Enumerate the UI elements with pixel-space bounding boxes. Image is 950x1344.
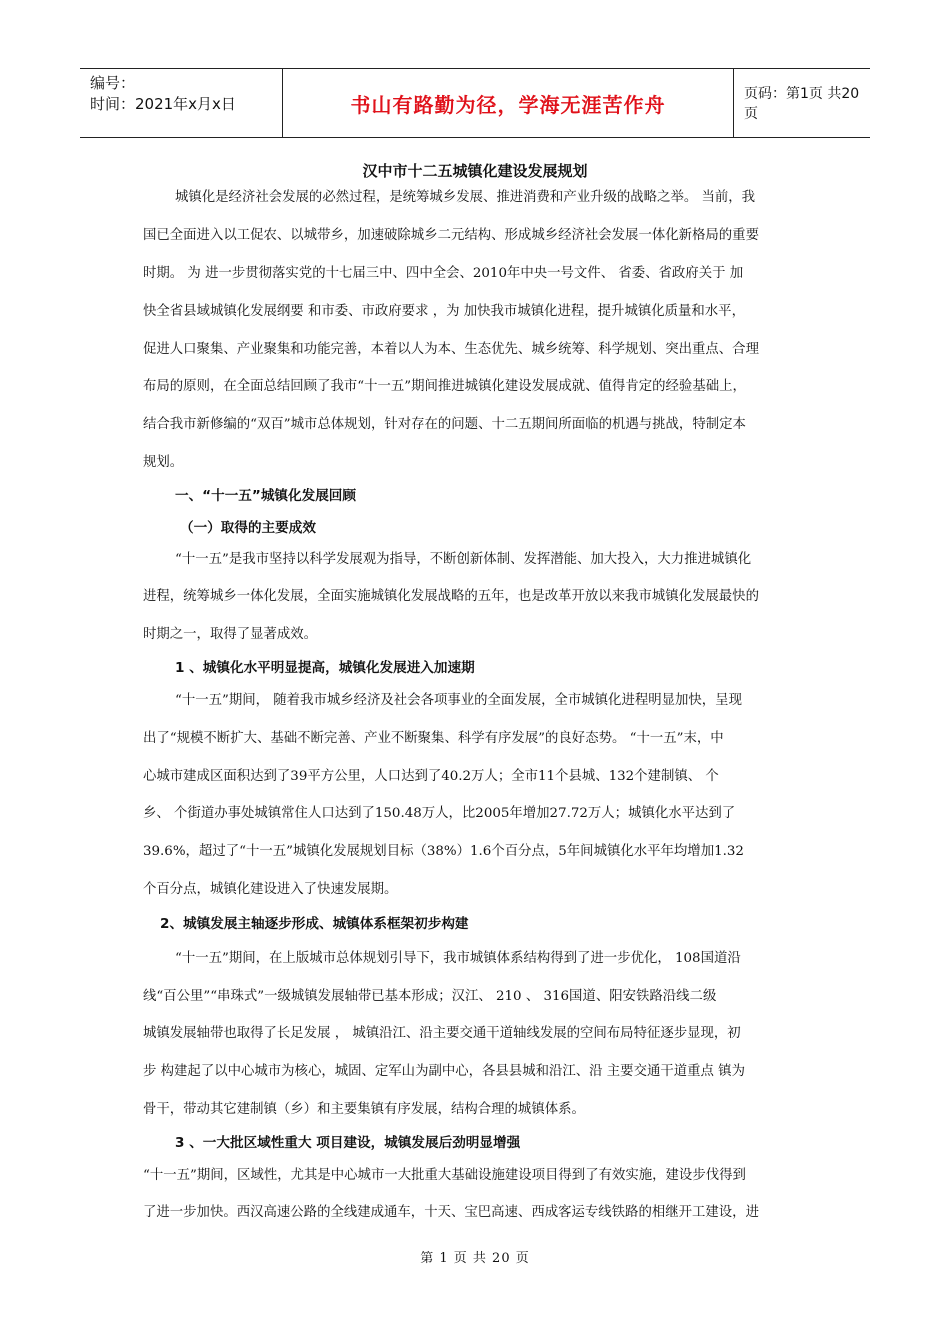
paragraph-line: 了进一步加快。西汉高速公路的全线建成通车，十天、宝巴高速、西成客运专线铁路的相继开工建设，进 bbox=[143, 1205, 759, 1220]
paragraph-line: 步 构建起了以中心城市为核心，城固、定军山为副中心，各县县城和沿江、沿 主要交通干道重点 镇为 bbox=[143, 1064, 745, 1079]
intro-line: 国已全面进入以工促农、以城带乡，加速破除城乡二元结构、形成城乡经济社会发展一体化新格局的重要 bbox=[143, 228, 759, 243]
intro-line: 快全省县域城镇化发展纲要 和市委、市政府要求 ，为 加快我市城镇化进程，提升城镇化质量和水平， bbox=[143, 304, 745, 319]
paragraph-line: 骨干，带动其它建制镇（乡）和主要集镇有序发展，结构合理的城镇体系。 bbox=[143, 1102, 585, 1117]
item-heading: 2、城镇发展主轴逐步形成、城镇体系框架初步构建 bbox=[160, 916, 469, 932]
item-heading: 1 、城镇化水平明显提高，城镇化发展进入加速期 bbox=[175, 660, 475, 676]
page-footer: 第 1 页 共 20 页 bbox=[420, 1251, 530, 1266]
number-label: 编号： bbox=[90, 74, 136, 92]
header-motto: 书山有路勤为径，学海无涯苦作舟 bbox=[282, 69, 734, 137]
paragraph-line: 线“百公里”“串珠式”一级城镇发展轴带已基本形成；汉江、 210 、 316国道、阳安铁路沿线二级 bbox=[143, 989, 717, 1004]
paragraph-line: 乡、 个街道办事处城镇常住人口达到了150.48万人，比2005年增加27.72万人；城镇化水平达到了 bbox=[143, 806, 736, 821]
paragraph-line: 39.6%，超过了“十一五”城镇化发展规划目标（38%）1.6个百分点，5年间城镇化水平年均增加1.32 bbox=[143, 844, 744, 859]
paragraph-line: 心城市建成区面积达到了39平方公里，人口达到了40.2万人；全市11个县城、132个建制镇、 个 bbox=[143, 769, 719, 784]
section-heading: 一、“十一五”城镇化发展回顾 bbox=[175, 488, 356, 504]
paragraph-line: 时期之一，取得了显著成效。 bbox=[143, 627, 318, 642]
paragraph-line: 进程，统筹城乡一体化发展，全面实施城镇化发展战略的五年，也是改革开放以来我市城镇化发展最快的 bbox=[143, 589, 759, 604]
document-title: 汉中市十二五城镇化建设发展规划 bbox=[362, 162, 588, 180]
intro-line: 布局的原则，在全面总结回顾了我市“十一五”期间推进城镇化建设发展成就、值得肯定的经验基础上， bbox=[143, 379, 746, 394]
intro-line: 城镇化是经济社会发展的必然过程，是统筹城乡发展、推进消费和产业升级的战略之举。 当前，我 bbox=[175, 190, 756, 205]
item-heading: 3 、一大批区域性重大 项目建设，城镇发展后劲明显增强 bbox=[175, 1135, 521, 1151]
paragraph-line: “十一五”期间，在上版城市总体规划引导下，我市城镇体系结构得到了进一步优化， 108国道沿 bbox=[175, 951, 741, 966]
page-header bbox=[80, 68, 870, 138]
intro-line: 时期。 为 进一步贯彻落实党的十七届三中、四中全会、2010年中央一号文件、 省委、省政府关于 加 bbox=[143, 266, 744, 281]
intro-line: 结合我市新修编的“双百”城市总体规划，针对存在的问题、十二五期间所面临的机遇与挑战，特制定本 bbox=[143, 417, 746, 432]
subsection-heading: （一）取得的主要成效 bbox=[180, 520, 316, 536]
paragraph-line: “十一五”是我市坚持以科学发展观为指导，不断创新体制、发挥潜能、加大投入，大力推进城镇化 bbox=[175, 552, 752, 567]
header-page-info: 页码：第1页 共20页 bbox=[744, 86, 860, 122]
paragraph-line: 出了“规模不断扩大、基础不断完善、产业不断聚集、科学有序发展”的良好态势。 “十一五”末，中 bbox=[143, 731, 724, 746]
paragraph-line: “十一五”期间， 随着我市城乡经济及社会各项事业的全面发展，全市城镇化进程明显加快，呈现 bbox=[175, 693, 742, 708]
header-meta bbox=[80, 69, 282, 137]
paragraph-line: “十一五”期间，区域性，尤其是中心城市一大批重大基础设施建设项目得到了有效实施，建设步伐得到 bbox=[143, 1168, 746, 1183]
paragraph-line: 个百分点，城镇化建设进入了快速发展期。 bbox=[143, 882, 398, 897]
time-label: 时间：2021年x月x日 bbox=[90, 95, 236, 113]
intro-line: 促进人口聚集、产业聚集和功能完善，本着以人为本、生态优先、城乡统筹、科学规划、突出重点、合理 bbox=[143, 342, 759, 357]
paragraph-line: 城镇发展轴带也取得了长足发展 ， 城镇沿江、沿主要交通干道轴线发展的空间布局特征逐步显现，初 bbox=[143, 1026, 741, 1041]
intro-line: 规划。 bbox=[143, 455, 184, 470]
